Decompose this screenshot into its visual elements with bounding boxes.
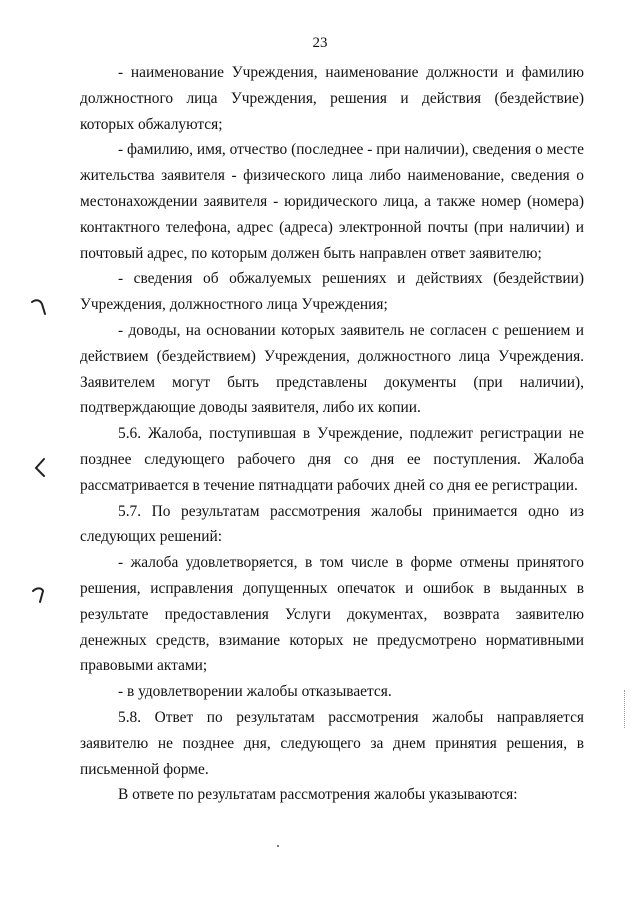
edge-scan-dots — [624, 690, 627, 728]
paragraph-answer-contents: В ответе по результатам рассмотрения жалобы указываются: — [118, 786, 518, 804]
margin-mark-middle — [32, 456, 48, 480]
paragraph-complaint-rejected: - в удовлетворении жалобы отказывается. — [118, 683, 392, 701]
margin-mark-top — [30, 296, 48, 318]
paragraph-5-8: 5.8. Ответ по результатам рассмотрения жалобы направляется заявителю не позднее дня, следующего за днем принятия решения, в письменной форме. — [80, 708, 584, 778]
page-number: 23 — [312, 35, 328, 51]
document-body — [80, 60, 584, 808]
paragraph-complaint-satisfied: - жалоба удовлетворяется, в том числе в форме отмены принятого решения, исправления допущенных опечаток и ошибок в выданных в результате предоставления Услуги документах, возврата заявителю денежных средств, взимание которых не предусмотрено нормативными правовыми актами; — [80, 554, 584, 675]
paragraph-5-7: 5.7. По результатам рассмотрения жалобы принимается одно из следующих решений: — [80, 502, 584, 546]
scan-speck — [277, 845, 279, 847]
paragraph-arguments: - доводы, на основании которых заявитель не согласен с решением и действием (бездействием) Учреждения, должностного лица Учреждения. Заявителем могут быть представлены документы (при наличии), подтверждающие доводы заявителя, либо их копии. — [80, 321, 584, 417]
margin-mark-bottom — [30, 584, 48, 608]
paragraph-5-6: 5.6. Жалоба, поступившая в Учреждение, подлежит регистрации не позднее следующего рабочего дня со дня ее поступления. Жалоба рассматривается в течение пятнадцати рабочих дней со дня ее регистрации. — [80, 425, 584, 494]
paragraph-contested-decisions: - сведения об обжалуемых решениях и действиях (бездействии) Учреждения, должностного лица Учреждения; — [80, 270, 584, 314]
paragraph-applicant-info: - фамилию, имя, отчество (последнее - при наличии), сведения о месте жительства заявителя - физического лица либо наименование, сведения о местонахождении заявителя - юридического лица, а также номер (номера) контактного телефона, адрес (адреса) электронной почты (при наличии) и почтовый адрес, по которым должен быть направлен ответ заявителю; — [80, 141, 584, 262]
paragraph-appeal-subject: - наименование Учреждения, наименование должности и фамилию должностного лица Учреждения, решения и действия (бездействие) которых обжалуются; — [80, 64, 584, 133]
